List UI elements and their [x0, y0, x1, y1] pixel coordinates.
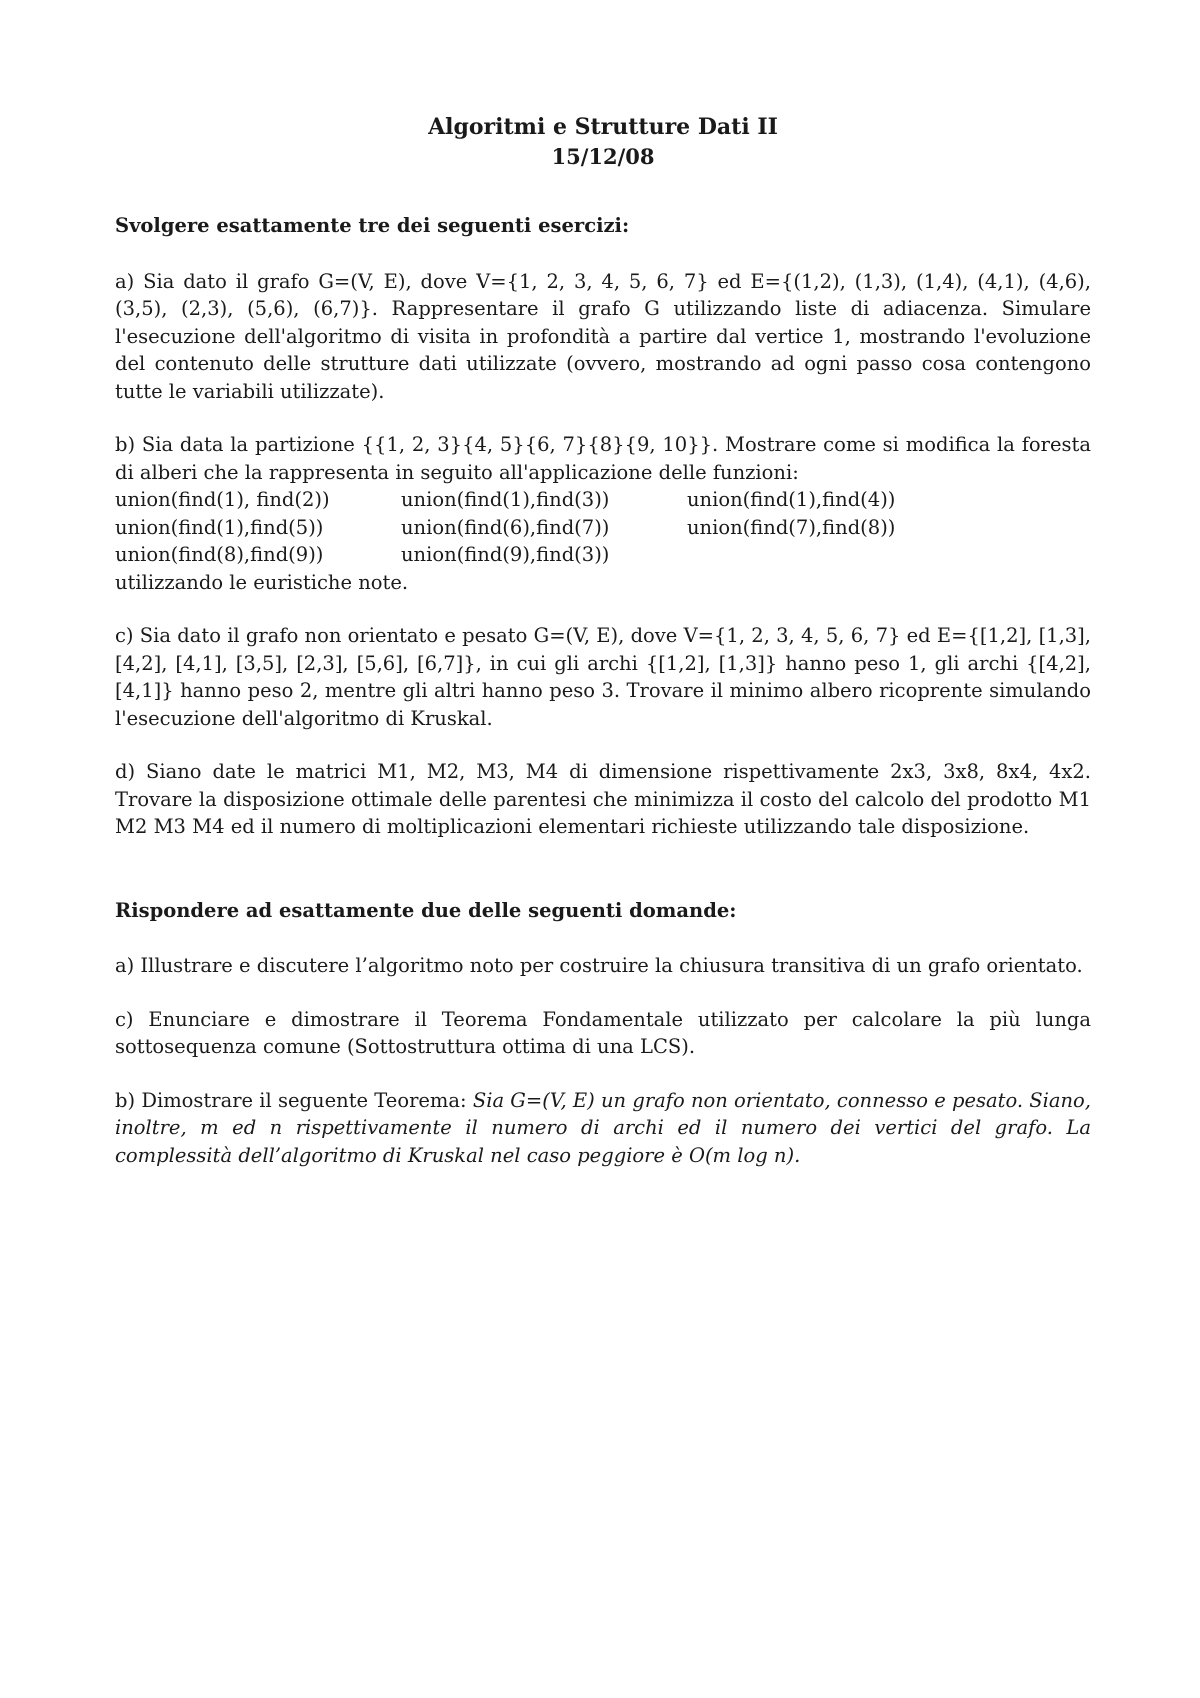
question-b-prefix: b) Dimostrare il seguente Teorema:	[115, 1088, 473, 1112]
section2-heading: Rispondere ad esattamente due delle seguenti domande:	[115, 898, 737, 922]
question-b	[115, 1087, 1091, 1170]
question-c: c) Enunciare e dimostrare il Teorema Fondamentale utilizzato per calcolare la più lunga sottosequenza comune (Sottostruttura ottima di una LCS).	[115, 1007, 1091, 1058]
operations-row	[115, 541, 1091, 569]
question-a: a) Illustrare e discutere l’algoritmo noto per costruire la chiusura transitiva di un grafo orientato.	[115, 954, 1083, 977]
exercise-a: a) Sia dato il grafo G=(V, E), dove V={1, 2, 3, 4, 5, 6, 7} ed E={(1,2), (1,3), (1,4), (4,1), (4,6), (3,5), (2,3), (5,6), (6,7)}. Rappresentare il grafo G utilizzando liste di adiacenza. Simulare l'esecuzione dell'algoritmo di visita in profondità a partire dal vertice 1, mostrando l'evoluzione del contenuto delle strutture dati utilizzate (ovvero, mostrando ad ogni passo cosa contengono tutte le variabili utilizzate).	[115, 269, 1091, 403]
operations-row	[115, 514, 1091, 542]
operation: union(find(6),find(7))	[401, 515, 610, 539]
operation: union(find(7),find(8))	[687, 515, 896, 539]
exercise-b-operations	[115, 486, 1091, 569]
exercise-b-outro: utilizzando le euristiche note.	[115, 570, 409, 594]
exercise-c: c) Sia dato il grafo non orientato e pesato G=(V, E), dove V={1, 2, 3, 4, 5, 6, 7} ed E={[1,2], [1,3], [4,2], [4,1], [3,5], [2,3], [5,6], [6,7]}, in cui gli archi {[1,2], [1,3]} hanno peso 1, gli archi {[4,2], [4,1]} hanno peso 2, mentre gli altri hanno peso 3. Trovare il minimo albero ricoprente simulando l'esecuzione dell'algoritmo di Kruskal.	[115, 624, 1091, 730]
operation: union(find(1),find(3))	[401, 488, 610, 511]
operation	[687, 541, 1067, 569]
operation: union(find(1), find(2))	[115, 488, 330, 511]
section1-heading: Svolgere esattamente tre dei seguenti esercizi:	[115, 214, 630, 237]
exam-sheet	[115, 112, 1091, 1169]
operation: union(find(1),find(4))	[687, 488, 896, 511]
operations-row	[115, 486, 1091, 514]
question-b-theorem: Sia G=(V, E) un grafo non orientato, connesso e pesato. Siano, inoltre, m ed n rispettivamente il numero di archi ed il numero dei vertici del grafo. La complessità dell’algoritmo di Kruskal nel caso peggiore è O(m log n).	[115, 1088, 1091, 1167]
exercise-b-intro: b) Sia data la partizione {{1, 2, 3}{4, 5}{6, 7}{8}{9, 10}}. Mostrare come si modifica la foresta di alberi che la rappresenta in seguito all'applicazione delle funzioni:	[115, 433, 1091, 484]
exercise-d: d) Siano date le matrici M1, M2, M3, M4 di dimensione rispettivamente 2x3, 3x8, 8x4, 4x2. Trovare la disposizione ottimale delle parentesi che minimizza il costo del calcolo del prodotto M1 M2 M3 M4 ed il numero di moltiplicazioni elementari richieste utilizzando tale disposizione.	[115, 760, 1091, 838]
operation: union(find(1),find(5))	[115, 515, 324, 539]
exam-title: Algoritmi e Strutture Dati II	[428, 114, 778, 140]
operation: union(find(8),find(9))	[115, 543, 324, 566]
operation: union(find(9),find(3))	[401, 543, 610, 566]
exam-date: 15/12/08	[551, 144, 655, 169]
